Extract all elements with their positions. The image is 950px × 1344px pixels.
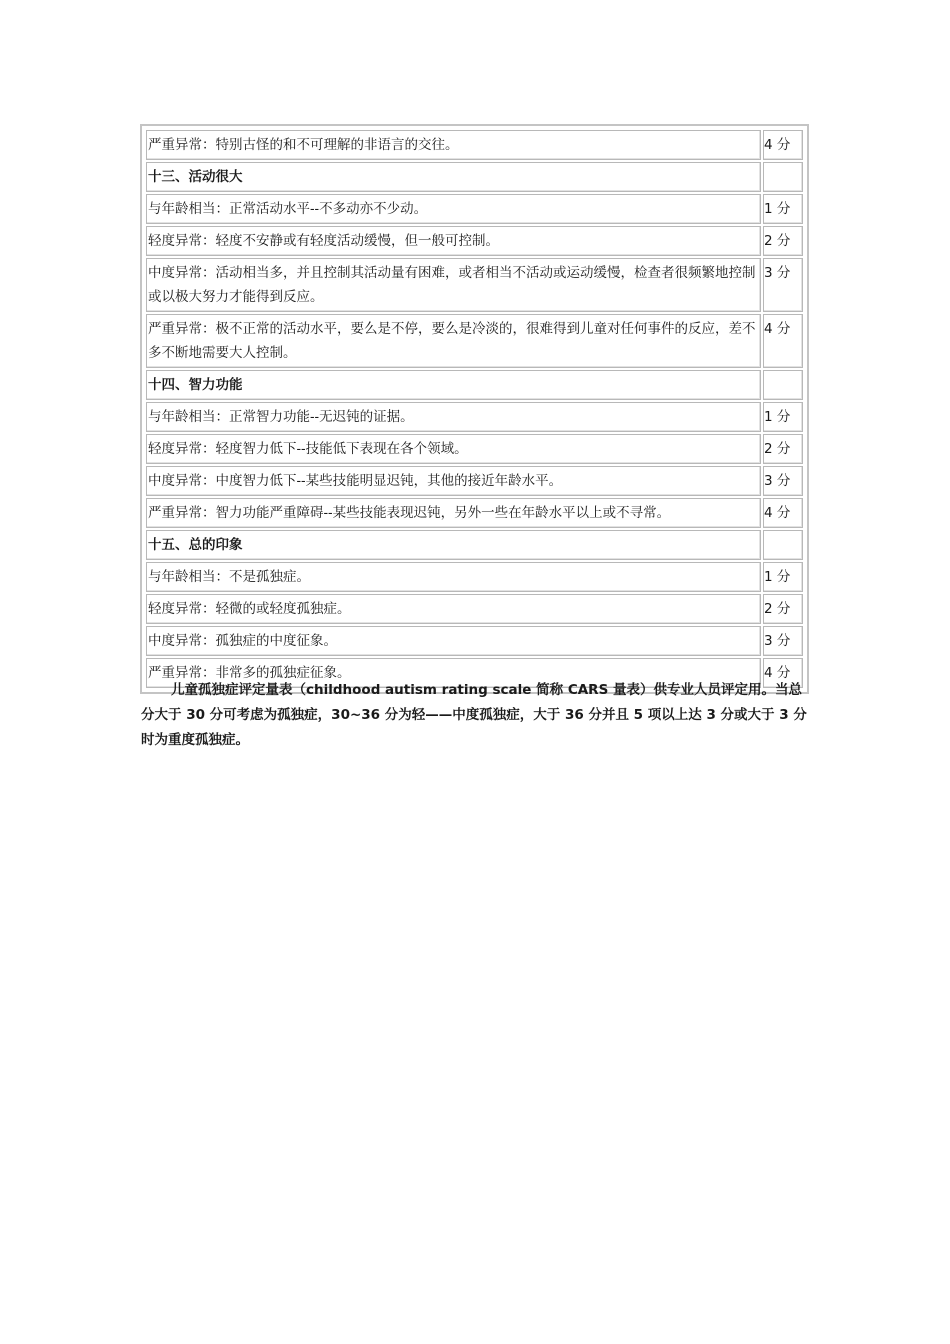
item-score: 4 分 [763, 314, 803, 368]
item-score: 4 分 [763, 498, 803, 528]
section-heading: 十三、活动很大 [146, 162, 761, 192]
item-score: 3 分 [763, 626, 803, 656]
table-row [146, 562, 803, 592]
item-score: 1 分 [763, 194, 803, 224]
section-heading: 十五、总的印象 [146, 530, 761, 560]
item-description: 严重异常：非常多的孤独症征象。 [146, 658, 761, 688]
item-description: 与年龄相当：不是孤独症。 [146, 562, 761, 592]
item-score: 3 分 [763, 258, 803, 312]
item-description: 中度异常：孤独症的中度征象。 [146, 626, 761, 656]
cars-scoring-table [144, 128, 805, 690]
section-heading-row [146, 162, 803, 192]
item-score: 4 分 [763, 130, 803, 160]
table-row [146, 258, 803, 312]
section-heading-row [146, 530, 803, 560]
table-row [146, 594, 803, 624]
item-score [763, 162, 803, 192]
table-row [146, 466, 803, 496]
table-row [146, 130, 803, 160]
section-heading-row [146, 370, 803, 400]
item-description: 轻度异常：轻度智力低下--技能低下表现在各个领域。 [146, 434, 761, 464]
table-row [146, 434, 803, 464]
section-heading: 十四、智力功能 [146, 370, 761, 400]
item-score: 2 分 [763, 434, 803, 464]
item-score [763, 370, 803, 400]
item-description: 严重异常：极不正常的活动水平，要么是不停，要么是冷淡的，很难得到儿童对任何事件的反应，差不多不断地需要大人控制。 [146, 314, 761, 368]
item-description: 中度异常：活动相当多，并且控制其活动量有困难，或者相当不活动或运动缓慢，检查者很频繁地控制或以极大努力才能得到反应。 [146, 258, 761, 312]
item-score: 4 分 [763, 658, 803, 688]
item-description: 严重异常：特别古怪的和不可理解的非语言的交往。 [146, 130, 761, 160]
table-row [146, 498, 803, 528]
table-row [146, 314, 803, 368]
table-row [146, 626, 803, 656]
item-description: 严重异常：智力功能严重障碍--某些技能表现迟钝，另外一些在年龄水平以上或不寻常。 [146, 498, 761, 528]
item-description: 中度异常：中度智力低下--某些技能明显迟钝，其他的接近年龄水平。 [146, 466, 761, 496]
item-description: 与年龄相当：正常智力功能--无迟钝的证据。 [146, 402, 761, 432]
item-description: 与年龄相当：正常活动水平--不多动亦不少动。 [146, 194, 761, 224]
item-score: 1 分 [763, 402, 803, 432]
table-row [146, 226, 803, 256]
item-score: 3 分 [763, 466, 803, 496]
cars-explanation-note: 儿童孤独症评定量表（childhood autism rating scale 简称 CARS 量表）供专业人员评定用。当总分大于 30 分可考虑为孤独症，30~36 分为轻——中度孤独症，大于 36 分并且 5 项以上达 3 分或大于 3 分时为重度孤独症。 [141, 682, 807, 748]
item-score [763, 530, 803, 560]
item-score: 1 分 [763, 562, 803, 592]
item-description: 轻度异常：轻微的或轻度孤独症。 [146, 594, 761, 624]
cars-table-body [146, 130, 803, 688]
table-row [146, 194, 803, 224]
item-score: 2 分 [763, 594, 803, 624]
item-score: 2 分 [763, 226, 803, 256]
item-description: 轻度异常：轻度不安静或有轻度活动缓慢，但一般可控制。 [146, 226, 761, 256]
table-row [146, 402, 803, 432]
cars-table-frame [140, 124, 809, 694]
